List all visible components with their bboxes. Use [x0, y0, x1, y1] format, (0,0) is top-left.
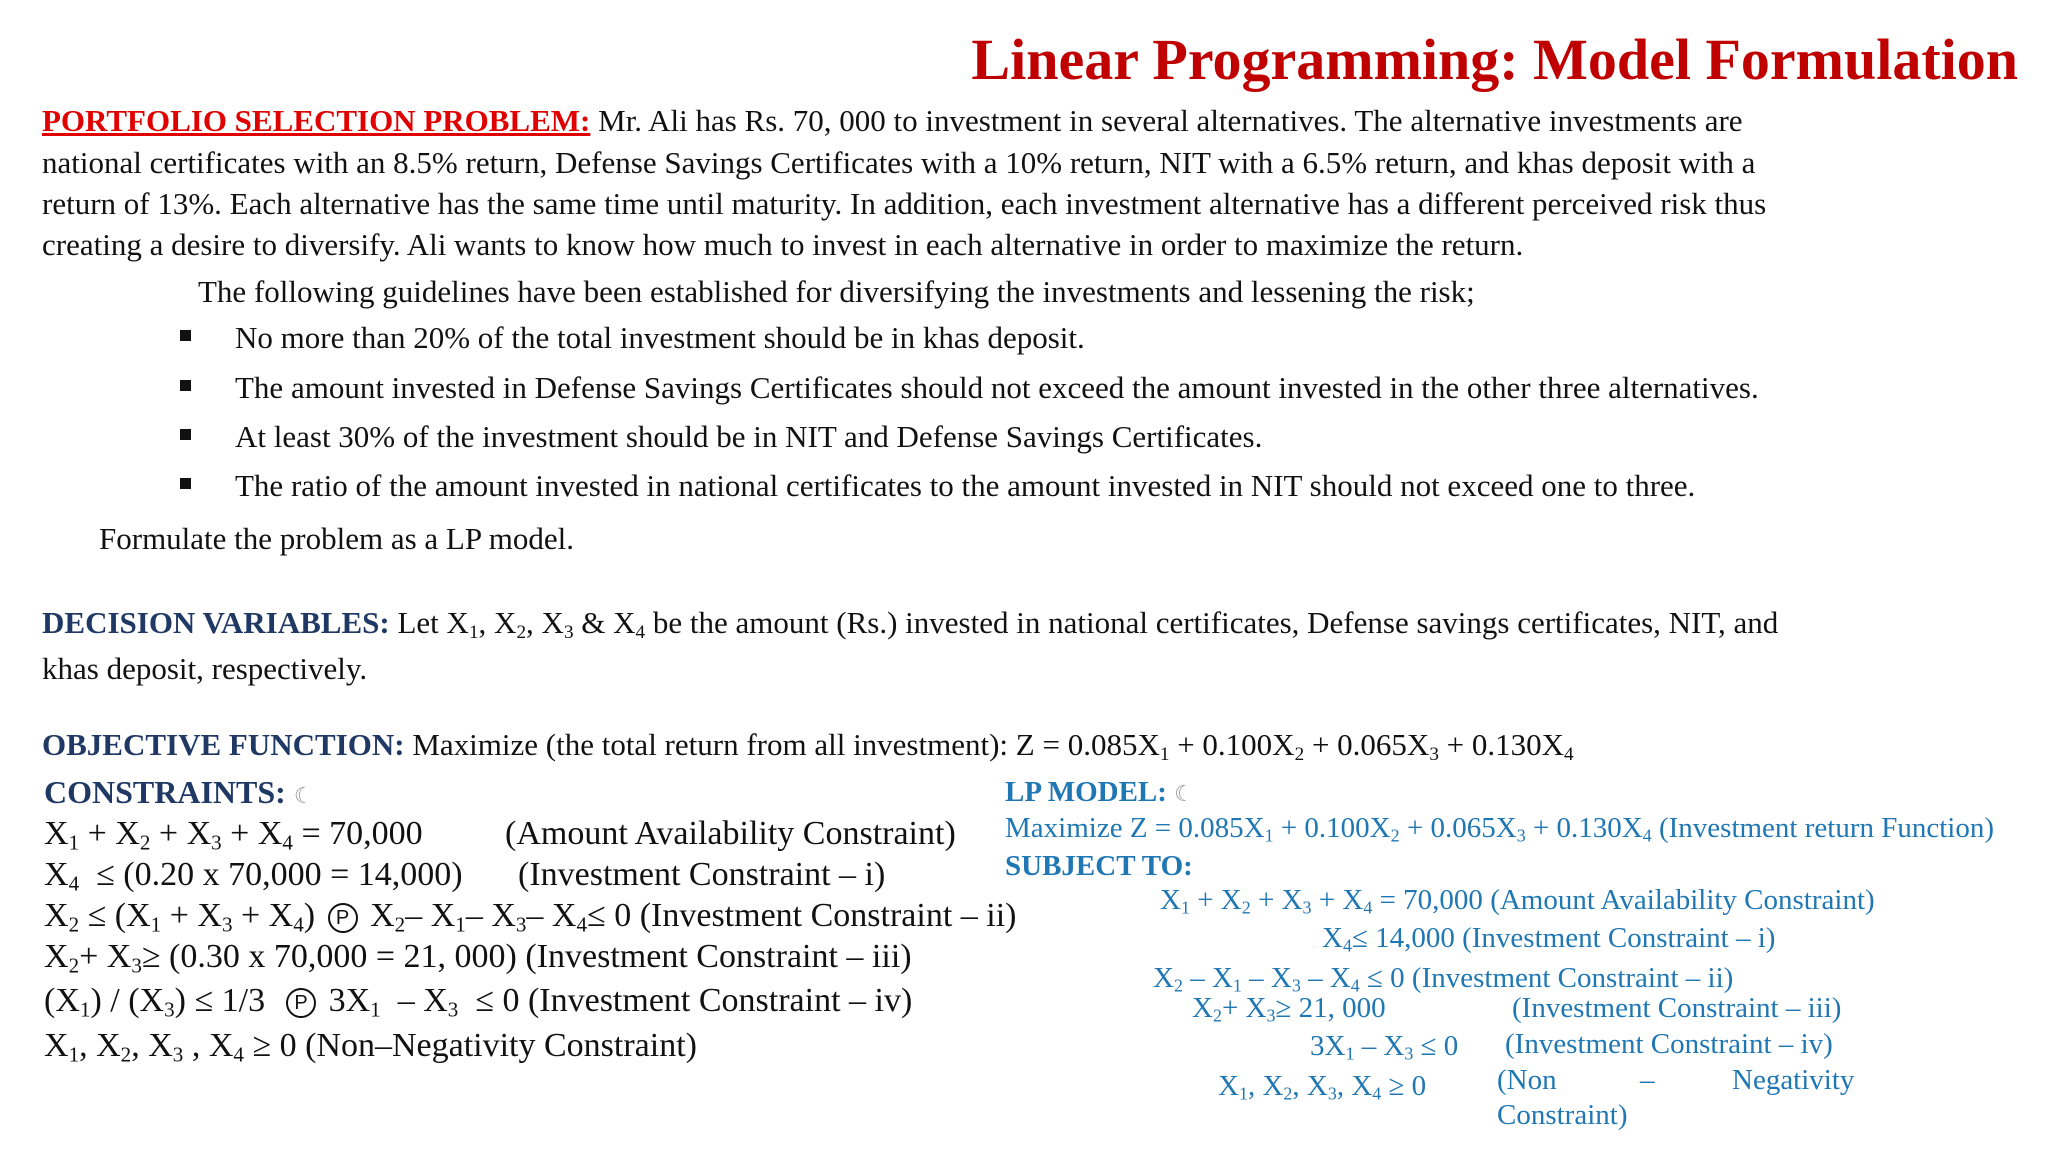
lp-constraint-1-label: (Amount Availability Constraint)	[1490, 884, 1875, 916]
constraint-2-expr: $X_4 \le (0.20$ x 70,000 = 14,000)	[44, 856, 463, 896]
decision-heading: DECISION VARIABLES:	[42, 605, 390, 640]
lp-constraint-4-expr: $X_2+ X_3\ge 21$, 000	[1192, 992, 1386, 1026]
constraints-heading-row	[44, 774, 314, 811]
problem-line-1	[42, 100, 2022, 141]
problem-line-4: creating a desire to diversify. Ali wants to know how much to invest in each alternative in order to maximize the return.	[42, 227, 1524, 262]
moon-icon: ☾	[293, 783, 314, 808]
decision-line-1: DECISION VARIABLES: Let $X_1$, $X_2$, $X_3$ & $X_4$ be the amount (Rs.) invested in national certificates, Defense savings certificates, NIT, and	[42, 605, 1779, 643]
problem-line-2: national certificates with an 8.5% return, Defense Savings Certificates with a 10% return, NIT with a 6.5% return, and khas deposit with a	[42, 145, 1756, 180]
lp-constraint-3-label: (Investment Constraint – ii)	[1411, 962, 1734, 994]
lp-objective-label: (Investment return Function)	[1658, 812, 1994, 844]
lp-constraint-6-expr: $X_1$, $X_2$, $X_3$, $X_4 \ge 0$	[1218, 1070, 1427, 1104]
constraint-3-expr: $X_2 \le (X_1 + X_3 + X_4)$ P $X_2-$ $X_1-$ $X_3-$ $X_4\le 0$ (Investment Constraint – ii)	[44, 897, 1017, 937]
problem-line-3: return of 13%. Each alternative has the same time until maturity. In addition, each investment alternative has a different perceived risk thus	[42, 186, 1767, 221]
decision-text: Let X	[389, 605, 469, 640]
lp-constraint-2: $X_4\le 14,000$ (Investment Constraint – i)	[1322, 922, 1776, 956]
lp-constraint-6-label-c: Negativity	[1732, 1064, 1855, 1096]
problem-text-1: Mr. Ali has Rs. 70, 000 to investment in several alternatives. The alternative investments are	[590, 103, 1743, 138]
implies-icon: P	[328, 903, 358, 933]
page-title: Linear Programming: Model Formulation	[971, 27, 2018, 92]
subject-to: SUBJECT TO:	[1005, 850, 1193, 882]
lp-constraint-6-label-b: –	[1640, 1064, 1655, 1096]
guideline-item: At least 30% of the investment should be in NIT and Defense Savings Certificates.	[235, 419, 1263, 454]
constraint-6-label: (Non–Negativity Constraint)	[305, 1027, 697, 1064]
constraint-5-expr: $(X_1) / (X_3) \le 1/3$ P $3X_1 - X_3 \le 0$ (Investment Constraint – iv)	[44, 982, 913, 1022]
bullet-icon	[180, 429, 200, 441]
lp-constraint-5-expr: $3X_1 - X_3 \le 0$	[1310, 1030, 1459, 1064]
lp-model-heading: LP MODEL:	[1005, 776, 1167, 808]
lp-constraint-4-label: (Investment Constraint – iii)	[1512, 992, 1842, 1024]
problem-heading: PORTFOLIO SELECTION PROBLEM:	[42, 103, 591, 138]
constraint-3-label: (Investment Constraint – ii)	[639, 897, 1017, 934]
guideline-item: The ratio of the amount invested in national certificates to the amount invested in NIT should not exceed one to three.	[235, 468, 1696, 503]
bullet-icon	[180, 380, 200, 392]
decision-line-2: khas deposit, respectively.	[42, 651, 368, 686]
constraint-5-label: (Investment Constraint – iv)	[527, 982, 913, 1019]
task-text: Formulate the problem as a LP model.	[99, 521, 574, 556]
lp-model-heading-row	[1005, 776, 1194, 809]
lp-constraint-5-label: (Investment Constraint – iv)	[1505, 1028, 1833, 1060]
lp-objective: Maximize $Z = 0.085X_1 + 0.100X_2 + 0.065X_3 + 0.130X_4$ (Investment return Function)	[1005, 812, 1994, 846]
lp-constraint-2-label: (Investment Constraint – i)	[1462, 922, 1776, 954]
objective-line: OBJECTIVE FUNCTION: Maximize (the total return from all investment): $Z = 0.085X_1 + 0.100X_2 + 0.065X_3 + 0.130X_4$	[42, 727, 1574, 765]
lp-constraint-1: $X_1 + X_2 + X_3 + X_4 = 70,000$ (Amount Availability Constraint)	[1160, 884, 1875, 918]
constraint-4-expr: $X_2+ X_3\ge (0.30$ x 70,000 = 21, 000) (Investment Constraint – iii)	[44, 938, 912, 978]
decision-text-end: be the amount (Rs.) invested in national certificates, Defense savings certificates, NIT, and	[645, 605, 1779, 640]
moon-icon: ☾	[1174, 781, 1194, 806]
objective-heading: OBJECTIVE FUNCTION:	[42, 727, 405, 762]
lp-constraint-6-label-a: (Non	[1497, 1064, 1557, 1096]
guideline-item: No more than 20% of the total investment should be in khas deposit.	[235, 320, 1085, 355]
constraints-heading: CONSTRAINTS:	[44, 774, 286, 810]
constraint-1-expr: $X_1 + X_2 + X_3 + X_4 = 70,000$	[44, 815, 423, 855]
guidelines-intro: The following guidelines have been established for diversifying the investments and lessening the risk;	[198, 274, 1475, 309]
constraint-4-label: (Investment Constraint – iii)	[525, 938, 912, 975]
constraint-1-label: (Amount Availability Constraint)	[505, 815, 956, 852]
bullet-icon	[180, 478, 200, 490]
lp-constraint-6-label-d: Constraint)	[1497, 1099, 1628, 1131]
constraint-2-label: (Investment Constraint – i)	[518, 856, 886, 893]
constraint-6-expr: $X_1$, $X_2$, $X_3$ , $X_4 \ge 0$ (Non–Negativity Constraint)	[44, 1027, 697, 1067]
bullet-icon	[180, 330, 200, 342]
implies-icon: P	[286, 988, 316, 1018]
guideline-item: The amount invested in Defense Savings Certificates should not exceed the amount invested in the other three alternatives.	[235, 370, 1759, 405]
lp-constraint-3: $X_2 - X_1 - X_3 - X_4 \le 0$ (Investment Constraint – ii)	[1153, 962, 1734, 996]
objective-text: Maximize (the total return from all investment): Z = 0.085X	[404, 727, 1160, 762]
